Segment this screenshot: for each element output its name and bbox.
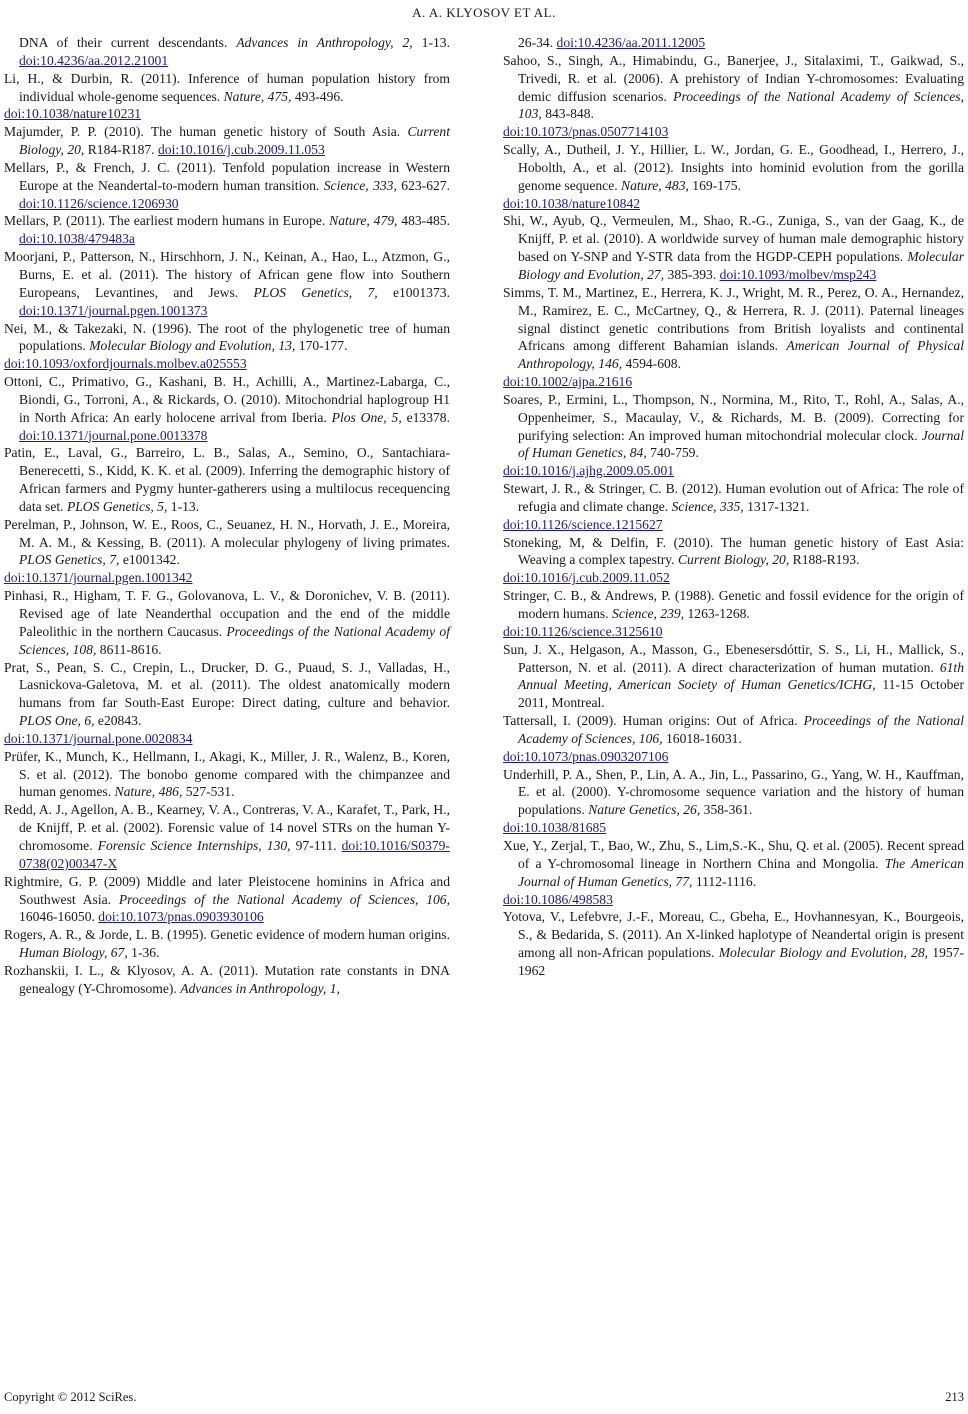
doi-link[interactable]: doi:10.4236/aa.2011.12005 [556,35,706,50]
reference-pages: 170-177. [295,338,348,354]
journal-title: Journal of Human Genetics, 84, [518,427,964,461]
doi-link[interactable]: doi:10.1371/journal.pone.0013378 [19,427,208,443]
reference-pages: 1263-1268. [684,606,750,621]
journal-title: Proceedings of the National Academy of Sciences, 108, [19,623,450,657]
reference-pages: 358-361. [700,802,753,818]
reference-text: Stewart, J. R., & Stringer, C. B. (2012). Human evolution out of Africa: The role of refugia and climate change. [503,481,964,514]
journal-title: PLOS Genetics, 5, [66,498,168,514]
journal-title: Science, 335, [671,498,744,514]
reference-text: Ottoni, C., Primativo, G., Kashani, B. H., Achilli, A., Martinez-Labarga, C., Biondi, G., Torroni, A., & Rickards, O. (2010). Mitochondrial haplogroup H1 in North Africa: An early holocene arrival from Iberia. [4,374,450,425]
reference-text: Simms, T. M., Martinez, E., Herrera, K. J., Wright, M. R., Perez, O. A., Hernandez, M., Ramirez, E. C., McCartney, Q., & Herrera, R. J. (2011). Paternal lineages signal distinct genetic contributions from British loyalists and continental Africans among different Bahamian islands. [503,284,964,354]
journal-title: Human Biology, 67, [19,945,128,961]
reference-entry [4,873,450,927]
doi-link[interactable]: doi:10.1093/molbev/msp243 [719,266,877,282]
reference-entry [503,284,964,391]
reference-entry [4,444,450,515]
reference-pages: e1001373. [377,284,450,300]
reference-pages: 385-393. [664,266,720,282]
reference-entry [4,962,450,998]
reference-pages: 527-531. [182,784,235,800]
reference-entry [503,480,964,534]
reference-text: Moorjani, P., Patterson, N., Hirschhorn, J. N., Keinan, A., Hao, L., Atzmon, G., Burns, E. et al. (2011). The history of African gene flow into Southern Europeans, Levantines, and Jews. [4,249,450,300]
journal-title: Molecular Biology and Evolution, 28, [718,945,929,961]
journal-title: Nature, 479, [329,213,398,229]
reference-pages: 483-485. [397,213,450,229]
reference-pages: R188-R193. [789,552,860,568]
reference-entry [4,248,450,319]
reference-text: Majumder, P. P. (2010). The human genetic history of South Asia. [4,124,408,140]
reference-pages: 16046-16050. [19,909,99,925]
reference-entry [4,373,450,444]
right-reference-column [503,34,964,980]
doi-link[interactable]: doi:10.1073/pnas.0903207106 [503,748,669,764]
reference-text: Shi, W., Ayub, Q., Vermeulen, M., Shao, R.-G., Zuniga, S., van der Gaag, K., de Knijff, P. et al. (2010). A worldwide survey of human male demographic history based on Y-SNP and Y-STR data from the HGDP-CEPH populations. [503,213,964,265]
journal-title: Forensic Science Internships, 130, [97,837,291,853]
reference-text: Sun, J. X., Helgason, A., Masson, G., Ebenesersdóttir, S. S., Li, H., Mallick, S., Patterson, N. et al. (2011). A direct characterization of human mutation. [503,641,964,675]
doi-link[interactable]: doi:10.1126/science.1206930 [19,195,179,211]
reference-entry [4,34,450,70]
journal-title: The American Journal of Human Genetics, 77, [518,855,964,889]
journal-title: Proceedings of the National Academy of Sciences, 103, [518,88,964,122]
reference-pages: 843-848. [541,106,594,122]
reference-entry [503,837,964,908]
reference-pages: e1001342. [119,552,180,568]
reference-pages: 623-627. [396,177,451,193]
page-number: 213 [945,1390,964,1404]
reference-text: DNA of their current descendants. [19,35,237,50]
reference-entry [4,748,450,802]
doi-link[interactable]: doi:10.1016/S0379-0738(02)00347-X [19,837,450,871]
reference-text: Patin, E., Laval, G., Barreiro, L. B., Salas, A., Semino, O., Santachiara-Benerecetti, S., Kidd, K. K. et al. (2009). Inferring the demographic history of African farmers and Pygmy hunter-gatherers using a multilocus recequencing data set. [4,445,450,514]
reference-text: Underhill, P. A., Shen, P., Lin, A. A., Jin, L., Passarino, G., Yang, W. H., Kauffman, E. et al. (2000). Y-chromosome sequence variation and the history of human populations. [503,766,964,818]
reference-pages: 1957-1962 [518,945,964,978]
journal-title: Science, 333, [323,177,397,193]
journal-title: Nature, 483, [621,177,689,193]
reference-text: Scally, A., Dutheil, J. Y., Hillier, L. W., Jordan, G. E., Goodhead, I., Herrero, J., Hobolth, A., et al. (2012). Insights into hominid evolution from the gorilla genome sequence. [503,142,964,193]
doi-link[interactable]: doi:10.1038/81685 [503,820,607,836]
reference-pages: e13378. [401,409,450,425]
reference-text: Rightmire, G. P. (2009) Middle and later Pleistocene hominins in Africa and Southwest Asia. [4,873,450,907]
doi-link[interactable]: doi:10.1371/journal.pone.0020834 [4,730,193,746]
doi-link[interactable]: doi:10.1371/journal.pgen.1001342 [4,570,193,586]
reference-pages: 8611-8616. [96,641,162,657]
reference-entry [4,123,450,159]
doi-link[interactable]: doi:10.4236/aa.2012.21001 [19,52,169,68]
doi-link[interactable]: doi:10.1086/498583 [503,891,613,907]
doi-link[interactable]: doi:10.1126/science.3125610 [503,623,663,639]
doi-link[interactable]: doi:10.1073/pnas.0903930106 [98,909,264,925]
journal-title: PLOS Genetics, 7, [19,552,120,568]
reference-pages: 1-13. [412,35,450,50]
reference-entry [4,801,450,872]
journal-title: Nature Genetics, 26, [588,802,701,818]
reference-entry [503,212,964,283]
journal-title: Proceedings of the National Academy of Sciences, 106, [118,891,451,907]
reference-text: Pinhasi, R., Higham, T. F. G., Golovanova, L. V., & Doronichev, V. B. (2011). Revised age of late Neanderthal occupation and the end of the middle Paleolithic in the northern Caucasus. [4,588,450,639]
journal-title: Science, 239, [612,606,685,621]
doi-link[interactable]: doi:10.1073/pnas.0507714103 [503,124,669,140]
reference-entry [4,320,450,374]
reference-entry [4,212,450,248]
reference-pages: 16018-16031. [662,730,742,746]
reference-text: Stringer, C. B., & Andrews, P. (1988). Genetic and fossil evidence for the origin of modern humans. [503,588,964,621]
journal-title: American Journal of Physical Anthropology, 146, [518,338,964,372]
reference-text: Nei, M., & Takezaki, N. (1996). The root of the phylogenetic tree of human populations. [4,320,450,354]
journal-title: Current Biology, 20, [677,552,790,568]
reference-text: Prüfer, K., Munch, K., Hellmann, I., Akagi, K., Miller, J. R., Walenz, B., Koren, S. et al. (2012). The bonobo genome compared with the chimpanzee and human genomes. [4,748,450,800]
reference-entry [503,52,964,141]
doi-link[interactable]: doi:10.1038/479483a [19,231,135,247]
reference-pages: 1-13. [167,498,200,514]
journal-title: Molecular Biology and Evolution, 13, [89,338,296,354]
reference-text: Stoneking, M, & Delfin, F. (2010). The human genetic history of East Asia: Weaving a complex tapestry. [503,534,964,568]
reference-entry [4,159,450,213]
reference-pages: 11-15 October 2011, Montreal. [518,677,964,711]
journal-title: Nature, 475, [223,88,292,104]
reference-entry [503,712,964,766]
reference-pages: 1112-1116. [692,873,757,889]
reference-text: Xue, Y., Zerjal, T., Bao, W., Zhu, S., Lim,S.-K., Shu, Q. et al. (2005). Recent spread of a Y-chromosomal lineage in Northern China and Mongolia. [503,837,964,871]
journal-title: Nature, 486, [114,784,183,800]
reference-text: Mellars, P. (2011). The earliest modern humans in Europe. [4,213,330,229]
reference-text: 26-34. [518,35,557,50]
reference-text: Rogers, A. R., & Jorde, L. B. (1995). Genetic evidence of modern human origins. [4,927,450,943]
reference-entry [4,587,450,658]
reference-entry [4,926,450,962]
reference-pages: 740-759. [646,445,699,461]
reference-entry [503,141,964,212]
reference-text: Perelman, P., Johnson, W. E., Roos, C., Seuanez, H. N., Horvath, J. E., Moreira, M. A. M., & Kessing, B. (2011). A molecular phylogeny of living primates. [4,516,450,550]
reference-entry [503,641,964,712]
journal-title: PLOS One, 6, [19,713,95,729]
journal-title: Advances in Anthropology, 1, [180,980,340,996]
reference-pages: 1-36. [127,945,160,961]
reference-text: Rozhanskii, I. L., & Klyosov, A. A. (2011). Mutation rate constants in DNA genealogy (Y-Chromosome). [4,962,450,996]
reference-pages: R184-R187. [84,142,158,158]
reference-entry [4,516,450,587]
journal-title: Molecular Biology and Evolution, 27, [518,249,964,282]
reference-pages: 1317-1321. [743,498,810,514]
doi-link[interactable]: doi:10.1371/journal.pgen.1001373 [19,302,208,318]
reference-entry [4,659,450,748]
reference-pages: 97-111. [290,837,342,853]
reference-pages: 493-496. [291,88,344,104]
reference-text: Yotova, V., Lefebvre, J.-F., Moreau, C., Gbeha, E., Hovhannesyan, K., Bourgeois, S., & Bedarida, S. (2011). An X-linked haplotype of Neandertal origin is present among all non-African populations. [503,909,964,961]
reference-pages: 4594-608. [622,356,681,372]
doi-link[interactable]: doi:10.1038/nature10842 [503,195,641,211]
doi-link[interactable]: doi:10.1016/j.cub.2009.11.053 [157,142,325,158]
reference-entry [503,391,964,480]
reference-entry [4,70,450,124]
doi-link[interactable]: doi:10.1016/j.cub.2009.11.052 [503,570,670,586]
journal-title: PLOS Genetics, 7, [253,284,378,300]
journal-title: Advances in Anthropology, 2, [236,35,413,50]
doi-link[interactable]: doi:10.1016/j.ajhg.2009.05.001 [503,463,675,479]
reference-text: Prat, S., Pean, S. C., Crepin, L., Drucker, D. G., Puaud, S. J., Valladas, H., Lasnickova-Galetova, M. et al. (2011). The oldest anatomically modern humans from far South-East Europe: Direct dating, culture and behavior. [4,659,450,711]
reference-entry [503,34,964,52]
reference-text: Soares, P., Ermini, L., Thompson, N., Normina, M., Rito, T., Rohl, A., Salas, A., Oppenheimer, S., Macaulay, V., & Richards, M. B. (2009). Correcting for purifying selection: An improved human mitochondrial molecular clock. [503,391,964,443]
reference-entry [503,534,964,588]
reference-pages: e20843. [94,713,142,729]
doi-link[interactable]: doi:10.1002/ajpa.21616 [503,374,633,390]
doi-link[interactable]: doi:10.1126/science.1215627 [503,516,663,532]
reference-entry [503,587,964,641]
reference-entry [503,766,964,837]
reference-text: Li, H., & Durbin, R. (2011). Inference of human population history from individual whole-genome sequences. [4,70,450,104]
doi-link[interactable]: doi:10.1093/oxfordjournals.molbev.a025553 [4,356,247,372]
doi-link[interactable]: doi:10.1038/nature10231 [4,106,142,122]
reference-text: Sahoo, S., Singh, A., Himabindu, G., Banerjee, J., Sitalaximi, T., Gaikwad, S., Trivedi, R. et al. (2006). A prehistory of Indian Y-chromosomes: Evaluating demic diffusion scenarios. [503,52,964,104]
journal-title: 61th Annual Meeting, American Society of Human Genetics/ICHG, [518,659,964,693]
reference-entry [503,908,964,979]
journal-title: Current Biology, 20, [19,124,450,158]
left-reference-column [4,34,450,998]
running-header: A. A. KLYOSOV ET AL. [412,5,556,20]
journal-title: Plos One, 5, [331,409,402,425]
journal-title: Proceedings of the National Academy of Sciences, 106, [518,713,964,746]
reference-text: Mellars, P., & French, J. C. (2011). Tenfold population increase in Western Europe at the Neandertal-to-modern human transition. [4,159,450,193]
reference-text: Redd, A. J., Agellon, A. B., Kearney, V. A., Contreras, V. A., Karafet, T., Park, H., de Knijff, P. et al. (2002). Forensic value of 14 novel STRs on the human Y-chromosome. [4,802,450,853]
reference-pages: 169-175. [688,177,741,193]
copyright-footer: Copyright © 2012 SciRes. [4,1390,137,1404]
reference-text: Tattersall, I. (2009). Human origins: Out of Africa. [503,713,804,729]
